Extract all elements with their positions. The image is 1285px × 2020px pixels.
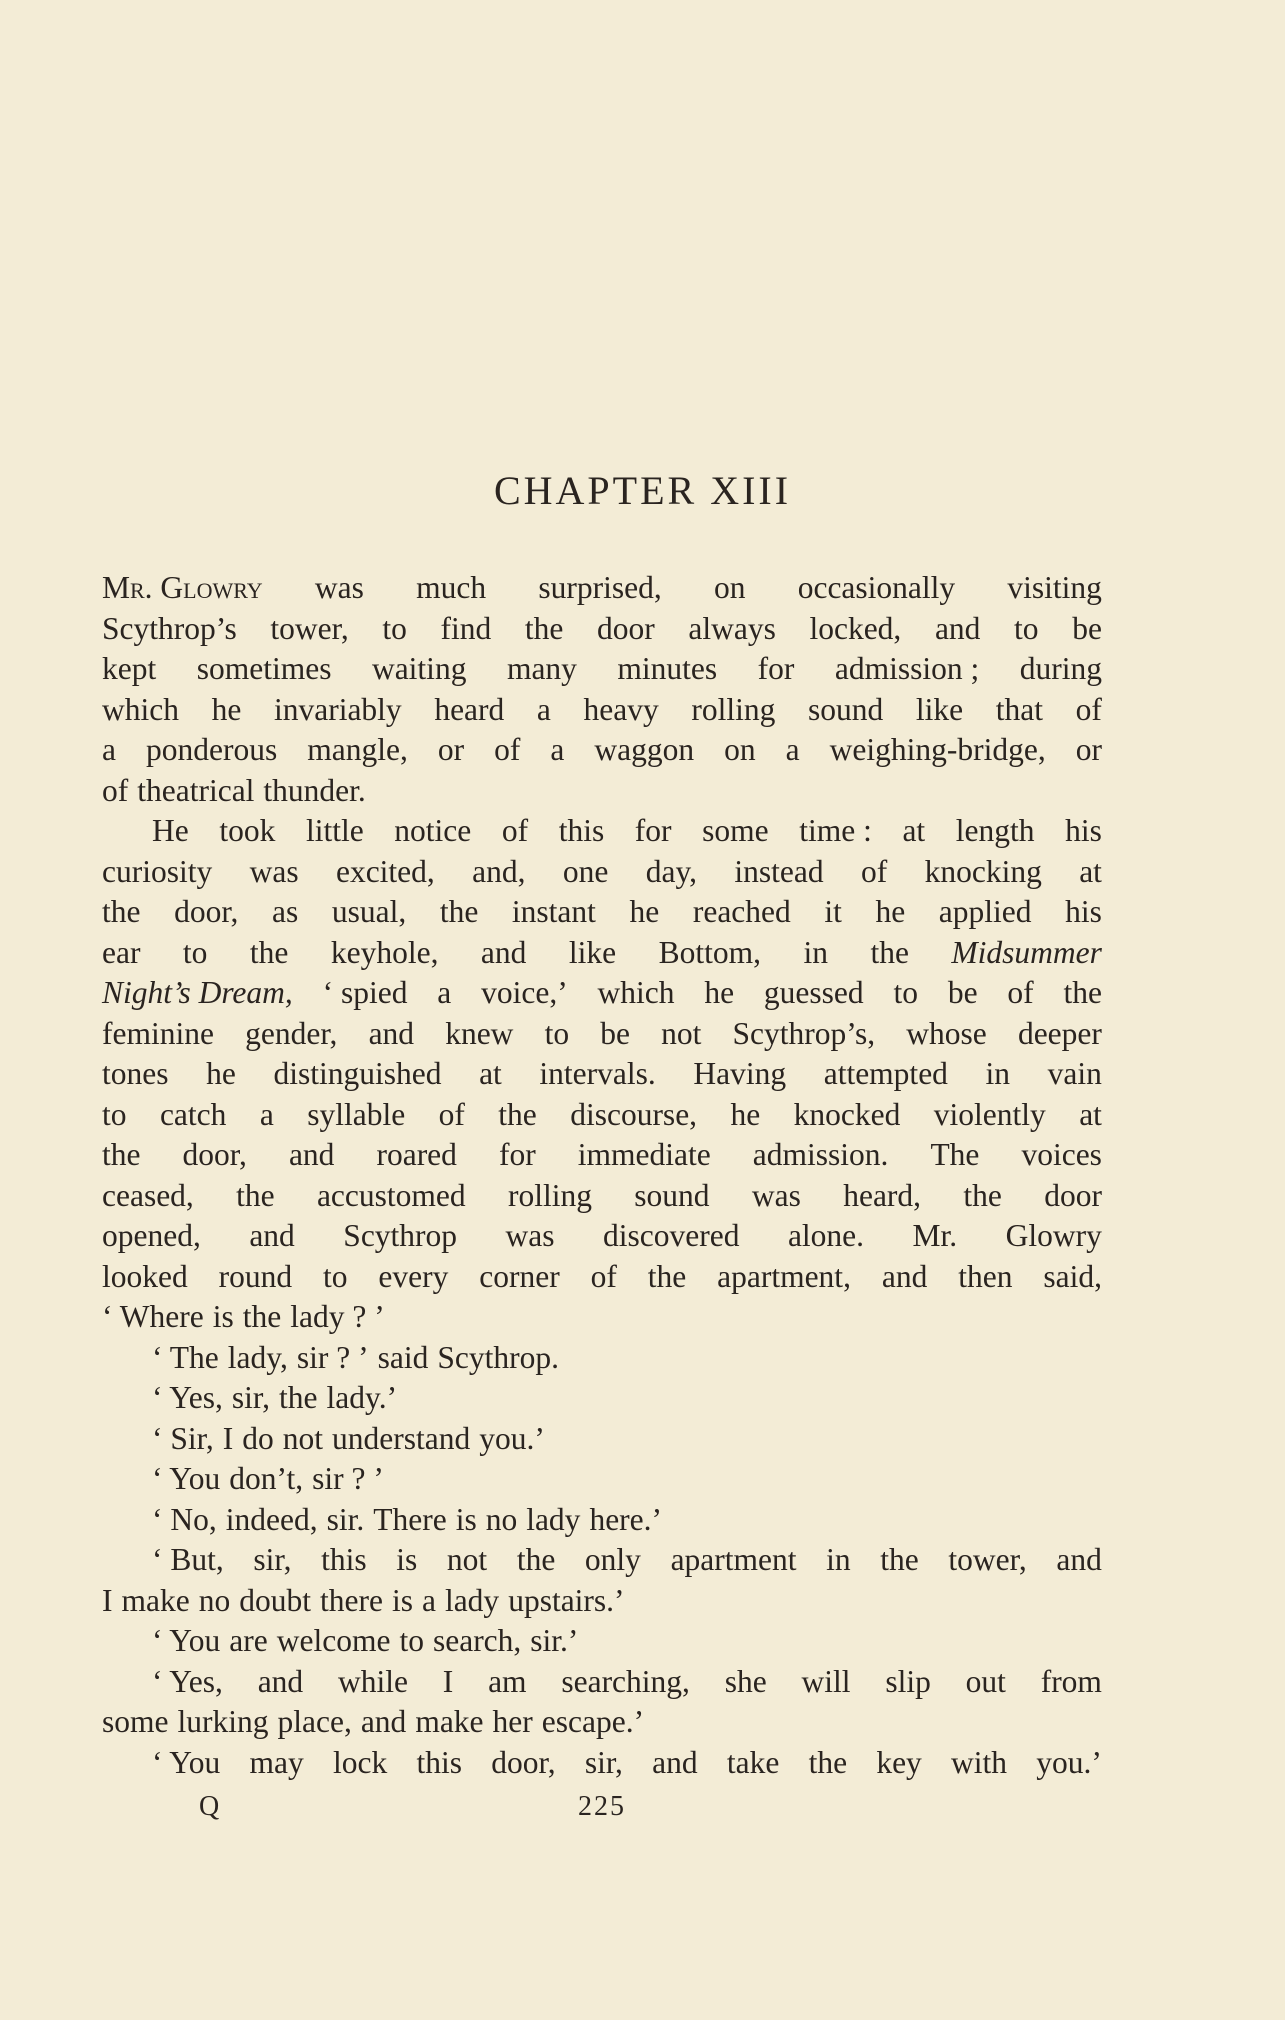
word: apartment, (717, 1258, 851, 1294)
word: always (688, 610, 776, 646)
word: lady (526, 1501, 581, 1537)
word: the (279, 1380, 318, 1415)
word: upstairs.’ (508, 1582, 625, 1618)
word: the (880, 1542, 919, 1577)
word: guessed (763, 975, 864, 1010)
word: admission ; (834, 651, 980, 686)
word: day, (645, 853, 698, 889)
word: a (421, 1582, 436, 1618)
text-line (102, 649, 1102, 690)
word: that (995, 691, 1043, 727)
word: little (305, 813, 364, 848)
word: find (440, 610, 492, 646)
word: his (1065, 813, 1102, 848)
word: his (1065, 894, 1102, 929)
word: door, (174, 894, 239, 929)
word: Glowry (1005, 1218, 1102, 1253)
word: with (951, 1744, 1008, 1780)
word: it (824, 894, 842, 929)
word: intervals. (539, 1056, 656, 1091)
word: distinguished (273, 1056, 442, 1091)
word: occasionally (797, 570, 956, 605)
word: ‘ spied (322, 975, 408, 1010)
word: take (726, 1744, 780, 1780)
word: surprised, (538, 570, 662, 605)
word: she (724, 1663, 767, 1699)
word: ‘ But, (152, 1542, 224, 1577)
word: and (288, 1137, 335, 1172)
word: to (893, 975, 918, 1010)
word: sound (807, 691, 884, 727)
word: heavy (583, 691, 659, 727)
word: to (182, 934, 208, 970)
word: for (498, 1137, 536, 1172)
word: tower, (948, 1542, 1027, 1577)
word: length (955, 813, 1035, 848)
word: Night’s Dream, (102, 975, 293, 1010)
word: sir, (231, 1380, 271, 1415)
word: voice,’ (481, 975, 568, 1010)
text-line (102, 1135, 1102, 1176)
word: and (368, 1015, 415, 1051)
word: The (930, 1137, 980, 1172)
word: the (236, 1177, 275, 1213)
word: is (396, 1542, 418, 1577)
text-line (102, 1054, 1102, 1095)
word: rolling (507, 1177, 592, 1213)
word: you.’ (479, 1420, 545, 1456)
word: will (801, 1663, 851, 1699)
word: be (1072, 610, 1102, 646)
word: usual, (331, 894, 407, 929)
word: of (860, 853, 888, 889)
word: door (596, 610, 655, 646)
word: door (1044, 1177, 1102, 1213)
text-line (102, 1378, 1102, 1419)
text-line (102, 568, 1102, 609)
word: lady, (227, 1339, 288, 1375)
word: the (1063, 975, 1102, 1010)
word: whose (906, 1015, 987, 1051)
word: I (442, 1663, 454, 1699)
word: door, (182, 1137, 247, 1172)
text-line (102, 1621, 1102, 1662)
word: Midsummer (951, 934, 1102, 970)
word: I (222, 1420, 234, 1456)
word: keyhole, (330, 934, 439, 970)
word: discovered (603, 1218, 740, 1253)
word: rolling (691, 691, 776, 727)
word: at (1079, 1096, 1102, 1132)
text-line (102, 1459, 1102, 1500)
word: ponderous (146, 732, 278, 767)
word: at (479, 1056, 502, 1091)
word: waiting (371, 651, 467, 686)
word: Scythrop. (437, 1339, 559, 1375)
word: understand (332, 1420, 471, 1456)
word: feminine (102, 1015, 214, 1051)
word: the (808, 1744, 848, 1780)
text-line (102, 1419, 1102, 1460)
word: for (634, 813, 672, 848)
word: There (373, 1501, 447, 1537)
word: applied (938, 894, 1032, 929)
word: a (785, 732, 800, 767)
word: ‘ You (152, 1744, 221, 1780)
word: and (1056, 1542, 1102, 1577)
word: knew (445, 1015, 514, 1051)
word: and (652, 1744, 698, 1780)
word: Having (693, 1056, 787, 1091)
word: weighing-bridge, (829, 732, 1046, 767)
word: indeed, (225, 1501, 318, 1537)
word: he (875, 894, 906, 929)
word: he (704, 975, 735, 1010)
word: ‘ Where (102, 1299, 204, 1334)
word: immediate (577, 1137, 711, 1172)
word: corner (479, 1258, 560, 1294)
word: during (1019, 651, 1102, 686)
word: of (590, 1258, 617, 1294)
word: the (249, 934, 289, 970)
text-line (102, 1095, 1102, 1136)
word: and (881, 1258, 928, 1294)
word: the (439, 894, 479, 929)
text-line (102, 1176, 1102, 1217)
word: of (501, 813, 529, 848)
word: ‘ Yes, (152, 1663, 223, 1699)
word: sir ? ’ (312, 1461, 384, 1496)
word: voices (1021, 1137, 1102, 1172)
word: only (584, 1542, 641, 1577)
word: and (480, 934, 527, 970)
word: He (152, 813, 189, 848)
word: a (550, 732, 565, 767)
word: lady (444, 1582, 500, 1618)
word: of (1007, 975, 1034, 1010)
word: and, (472, 853, 526, 889)
word: not (661, 1015, 702, 1051)
word: the (498, 1096, 537, 1132)
word: Bottom, (658, 934, 761, 970)
signature-mark: Q (199, 1791, 220, 1822)
word: he (211, 691, 242, 727)
word: ‘ You (152, 1461, 221, 1496)
word: invariably (273, 691, 402, 727)
word: ‘ Sir, (152, 1420, 214, 1456)
text-line (102, 933, 1102, 974)
word: knocked (793, 1096, 901, 1132)
word: of (438, 1096, 465, 1132)
word: a (259, 1096, 274, 1132)
word: roared (376, 1137, 457, 1172)
word: Scythrop’s (102, 610, 237, 646)
text-line (102, 1297, 1102, 1338)
word: ‘ Yes, (152, 1380, 223, 1415)
word: welcome (276, 1623, 391, 1658)
text-line (102, 1216, 1102, 1257)
word: out (965, 1663, 1006, 1699)
word: a (102, 732, 116, 767)
word: make (415, 1704, 484, 1739)
word: theatrical (137, 772, 255, 808)
word: vain (1047, 1056, 1102, 1091)
word: the (870, 934, 909, 970)
word: sir.’ (530, 1623, 579, 1658)
text-line (102, 973, 1102, 1014)
word: to (323, 1258, 348, 1294)
text-line (102, 730, 1102, 771)
word: there (319, 1582, 383, 1618)
word: mangle, (307, 732, 408, 767)
word: notice (394, 813, 472, 848)
word: ear (102, 934, 141, 970)
word: instead (734, 853, 824, 889)
word: time : (799, 813, 872, 848)
word: to (102, 1096, 127, 1132)
word: and (934, 610, 981, 646)
word: door, (491, 1744, 556, 1780)
text-line (102, 609, 1102, 650)
word: he (206, 1056, 236, 1091)
word: heard (434, 691, 505, 727)
word: doubt (239, 1582, 311, 1618)
word: Mr. Glowry (102, 570, 263, 605)
word: every (378, 1258, 449, 1294)
word: which (597, 975, 675, 1010)
word: accustomed (316, 1177, 466, 1213)
word: Mr. (912, 1218, 958, 1253)
word: looked (102, 1258, 188, 1294)
word: you.’ (1036, 1744, 1102, 1780)
word: for (757, 651, 795, 686)
word: is (391, 1582, 413, 1618)
word: ‘ No, (152, 1501, 217, 1537)
word: in (803, 934, 828, 970)
word: at (902, 813, 926, 848)
word: the (516, 1542, 556, 1577)
text-line (102, 892, 1102, 933)
word: and (257, 1663, 304, 1699)
word: ceased, (102, 1177, 194, 1213)
word: or (437, 732, 465, 767)
word: on (713, 570, 746, 605)
word: don’t, (229, 1461, 304, 1496)
word: catch (159, 1096, 227, 1132)
word: is (455, 1501, 477, 1537)
word: sir ? ’ (296, 1339, 369, 1375)
word: the (102, 1137, 141, 1172)
text-line (102, 1540, 1102, 1581)
word: the (102, 894, 141, 929)
text-line (102, 811, 1102, 852)
word: the (524, 610, 564, 646)
word: visiting (1007, 570, 1102, 605)
text-line (102, 1581, 1102, 1622)
word: ‘ The (152, 1339, 219, 1375)
word: this (416, 1744, 462, 1780)
word: locked, (809, 610, 902, 646)
word: kept (102, 651, 157, 686)
word: in (826, 1542, 851, 1577)
word: curiosity (102, 853, 213, 889)
word: is (212, 1299, 234, 1334)
word: lurking (177, 1704, 269, 1739)
word: tower, (270, 610, 349, 646)
word: key (876, 1744, 922, 1780)
word: be (947, 975, 978, 1010)
word: in (985, 1056, 1011, 1091)
word: Scythrop (343, 1218, 458, 1253)
text-line (102, 690, 1102, 731)
word: Scythrop’s, (732, 1015, 876, 1051)
word: many (506, 651, 577, 686)
word: apartment (670, 1542, 797, 1577)
word: like (568, 934, 617, 970)
word: like (915, 691, 964, 727)
word: lady ? ’ (290, 1299, 385, 1334)
word: lock (333, 1744, 388, 1780)
word: this (321, 1542, 367, 1577)
word: sir, (253, 1542, 292, 1577)
word: some (702, 813, 769, 848)
word: the (242, 1299, 282, 1334)
word: was (505, 1218, 555, 1253)
word: at (1079, 853, 1102, 889)
word: heard, (843, 1177, 922, 1213)
word: as (272, 894, 299, 929)
word: here.’ (589, 1501, 663, 1537)
word: instant (511, 894, 596, 929)
word: tones (102, 1056, 169, 1091)
word: thunder. (263, 772, 366, 808)
word: to (544, 1015, 570, 1051)
word: minutes (617, 651, 718, 686)
word: this (558, 813, 605, 848)
word: excited, (335, 853, 435, 889)
word: much (416, 570, 487, 605)
word: knocking (924, 853, 1042, 889)
word: deeper (1017, 1015, 1102, 1051)
word: discourse, (570, 1096, 698, 1132)
word: attempted (823, 1056, 948, 1091)
word: slip (885, 1663, 931, 1699)
word: one (562, 853, 609, 889)
text-line (102, 852, 1102, 893)
word: be (600, 1015, 630, 1051)
text-line (102, 1338, 1102, 1379)
text-line (102, 1500, 1102, 1541)
word: on (724, 732, 756, 767)
word: a (536, 691, 551, 727)
word: took (219, 813, 276, 848)
text-line (102, 1257, 1102, 1298)
word: syllable (307, 1096, 406, 1132)
body-text (102, 568, 1102, 1783)
word: not (446, 1542, 488, 1577)
word: I (102, 1582, 113, 1618)
text-line (102, 1014, 1102, 1055)
word: the (647, 1258, 687, 1294)
word: violently (933, 1096, 1046, 1132)
word: of (102, 772, 129, 808)
text-line (102, 771, 1102, 812)
word: lady.’ (326, 1380, 398, 1415)
word: her (492, 1704, 533, 1739)
word: was (314, 570, 364, 605)
page-footer (0, 1791, 1285, 1831)
word: sir. (326, 1501, 365, 1537)
word: alone. (787, 1218, 865, 1253)
word: and (249, 1218, 295, 1253)
word: place, (277, 1704, 352, 1739)
word: some (102, 1704, 169, 1739)
word: admission. (752, 1137, 889, 1172)
word: make (121, 1582, 190, 1618)
chapter-title: CHAPTER XIII (493, 468, 792, 513)
word: said (377, 1339, 429, 1375)
word: of (1075, 691, 1102, 727)
word: then (958, 1258, 1013, 1294)
word: while (337, 1663, 408, 1699)
word: do (242, 1420, 274, 1456)
word: no (485, 1501, 518, 1537)
word: searching, (561, 1663, 690, 1699)
word: sometimes (196, 651, 332, 686)
word: ‘ You (152, 1623, 221, 1658)
word: sound (634, 1177, 710, 1213)
word: escape.’ (541, 1704, 645, 1739)
word: reached (692, 894, 791, 929)
word: round (218, 1258, 293, 1294)
word: waggon (594, 732, 695, 767)
word: or (1075, 732, 1102, 767)
word: which (102, 691, 179, 727)
word: not (282, 1420, 324, 1456)
word: to (1014, 610, 1039, 646)
word: the (963, 1177, 1002, 1213)
word: he (629, 894, 660, 929)
word: of (494, 732, 521, 767)
word: a (437, 975, 452, 1010)
word: and (360, 1704, 407, 1739)
text-line (102, 1743, 1102, 1784)
word: gender, (245, 1015, 338, 1051)
word: said, (1043, 1258, 1102, 1294)
word: opened, (102, 1218, 201, 1253)
word: to (382, 610, 407, 646)
text-line (102, 1662, 1102, 1703)
page-number: 225 (578, 1791, 626, 1822)
text-line (102, 1702, 1102, 1743)
word: are (229, 1623, 268, 1658)
word: no (198, 1582, 231, 1618)
word: was (751, 1177, 801, 1213)
word: am (488, 1663, 527, 1699)
word: may (249, 1744, 304, 1780)
word: sir, (584, 1744, 623, 1780)
word: he (730, 1096, 761, 1132)
word: search, (432, 1623, 522, 1658)
word: to (399, 1623, 424, 1658)
word: was (249, 853, 299, 889)
word: from (1040, 1663, 1102, 1699)
